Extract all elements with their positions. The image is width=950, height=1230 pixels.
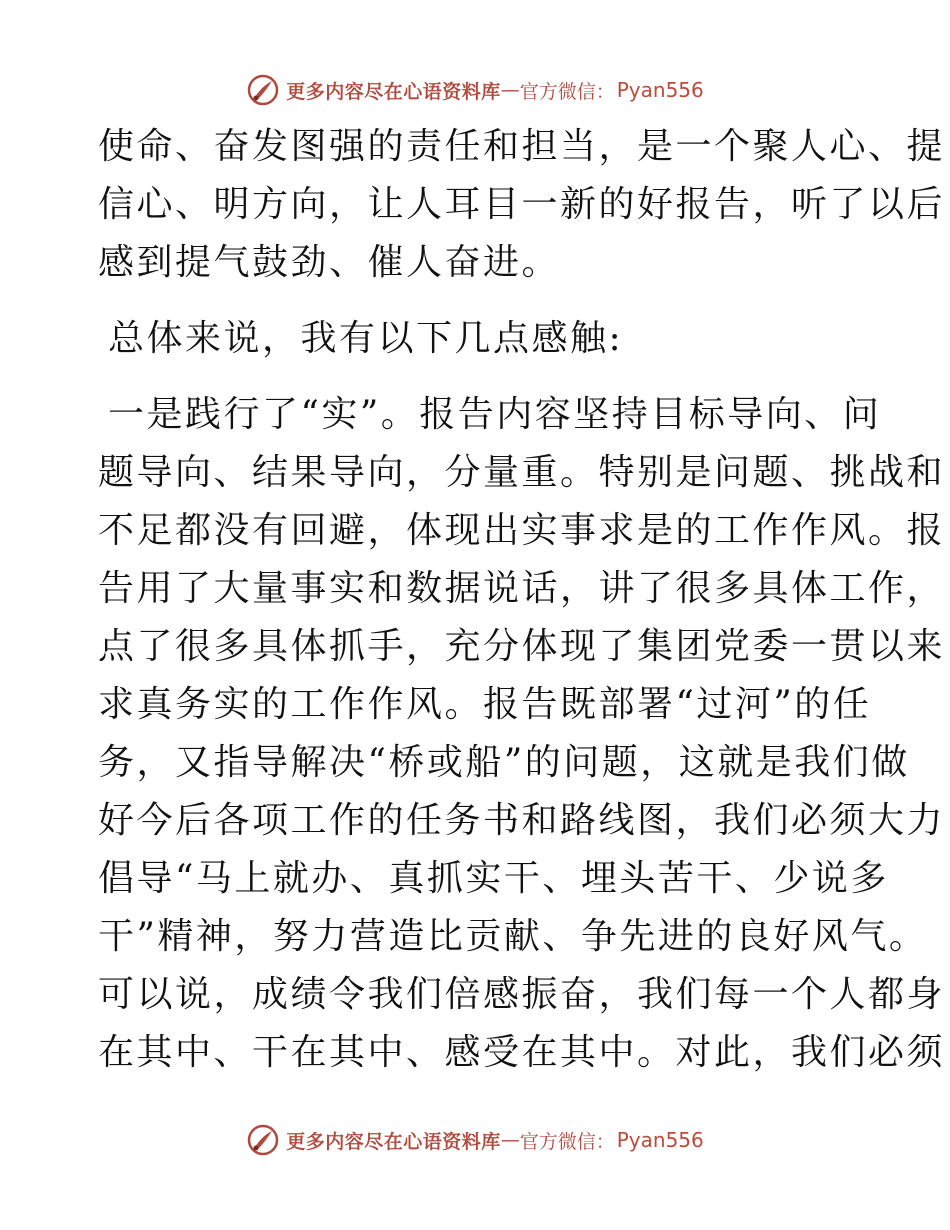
- document-body: [98, 118, 946, 1082]
- text-line: 干”精神，努力营造比贡献、争先进的良好风气。: [98, 916, 928, 957]
- paragraph-1: [98, 118, 946, 292]
- text-line: 务，又指导解决“桥或船”的问题，这就是我们做: [98, 742, 910, 783]
- watermark-dash: —: [500, 79, 520, 101]
- text-line: 一是践行了“实”。报告内容坚持目标导向、问: [108, 394, 882, 435]
- text-line: 求真务实的工作作风。报告既部署“过河”的任: [98, 684, 872, 725]
- text-line: 可以说，成绩令我们倍感振奋，我们每一个人都身: [98, 974, 946, 1015]
- text-line: 告用了大量事实和数据说话，讲了很多具体工作，: [98, 568, 946, 609]
- text-line: 信心、明方向，让人耳目一新的好报告，听了以后: [98, 184, 946, 225]
- text-line: 题导向、结果导向，分量重。特别是问题、挑战和: [98, 452, 946, 493]
- watermark-wechat-label: 官方微信：: [519, 1130, 615, 1153]
- watermark-text: 更多内容尽在心语资料库: [286, 80, 501, 103]
- text-line: 在其中、干在其中、感受在其中。对此，我们必须: [98, 1032, 946, 1073]
- text-line: 好今后各项工作的任务书和路线图，我们必须大力: [98, 800, 946, 841]
- text-line: 点了很多具体抓手，充分体现了集团党委一贯以来: [98, 626, 946, 667]
- footer-watermark: [0, 1120, 950, 1160]
- paragraph-2: [98, 310, 850, 368]
- text-line: 总体来说，我有以下几点感触:: [108, 318, 624, 359]
- brush-logo-icon: [246, 73, 280, 107]
- paragraph-3: [98, 386, 946, 1082]
- watermark-dash: —: [500, 1129, 520, 1151]
- text-line: 不足都没有回避，体现出实事求是的工作作风。报: [98, 510, 946, 551]
- header-watermark: [0, 70, 950, 110]
- watermark-text: 更多内容尽在心语资料库: [286, 1130, 501, 1153]
- watermark-wechat-id: Pyan556: [616, 78, 704, 102]
- text-line: 使命、奋发图强的责任和担当，是一个聚人心、提: [98, 126, 946, 167]
- text-line: 感到提气鼓劲、催人奋进。: [98, 242, 561, 283]
- brush-logo-icon: [246, 1123, 280, 1157]
- watermark-wechat-id: Pyan556: [616, 1128, 704, 1152]
- text-line: 倡导“马上就办、真抓实干、埋头苦干、少说多: [98, 858, 889, 899]
- watermark-wechat-label: 官方微信：: [519, 80, 615, 103]
